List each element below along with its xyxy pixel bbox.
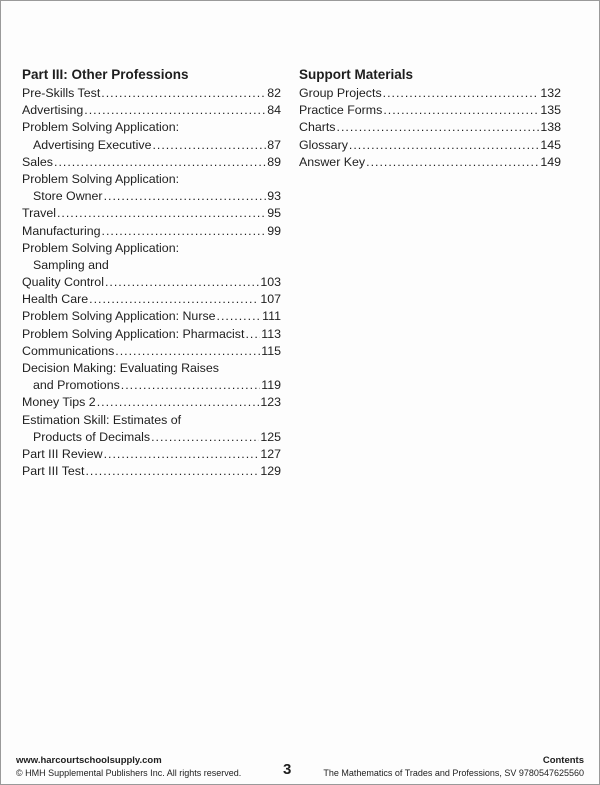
dot-leader	[245, 326, 260, 343]
dot-leader	[85, 463, 259, 480]
dot-leader	[57, 205, 266, 222]
toc-entry-title: and Promotions	[33, 378, 120, 393]
toc-entry	[22, 240, 281, 292]
toc-page-number: 113	[261, 326, 281, 341]
toc-column-support-materials	[299, 65, 561, 171]
toc-entry-line	[22, 429, 281, 446]
toc-page-number: 89	[267, 154, 281, 169]
toc-entry-line	[22, 274, 281, 291]
dot-leader	[97, 394, 260, 411]
toc-entry-title: Advertising	[22, 103, 84, 118]
toc-entry-line	[22, 463, 281, 480]
toc-entry	[299, 137, 561, 154]
toc-page-number: 107	[260, 292, 281, 307]
toc-entry-title: Glossary	[299, 137, 348, 152]
toc-entry-line	[22, 85, 281, 102]
dot-leader	[104, 188, 267, 205]
toc-entry	[22, 205, 281, 222]
toc-list	[22, 85, 281, 480]
toc-entry-line	[299, 102, 561, 119]
toc-entry-line	[22, 223, 281, 240]
toc-page-number: 123	[260, 395, 281, 410]
toc-entry-title: Pre-Skills Test	[22, 86, 101, 100]
toc-entry-title: Money Tips 2	[22, 395, 96, 410]
toc-entry	[22, 171, 281, 205]
toc-entry-line	[22, 377, 281, 394]
dot-leader	[383, 85, 540, 102]
toc-entry	[22, 291, 281, 308]
toc-entry-line	[22, 291, 281, 308]
toc-entry	[22, 102, 281, 119]
dot-leader	[84, 102, 266, 119]
toc-entry-line	[22, 171, 281, 188]
toc-page-number: 129	[260, 464, 281, 479]
toc-entry-title: Practice Forms	[299, 103, 383, 118]
dot-leader	[151, 429, 259, 446]
toc-entry	[22, 412, 281, 446]
dot-leader	[152, 137, 266, 154]
footer-book-title: The Mathematics of Trades and Professions, SV 9780547625560	[323, 768, 584, 778]
toc-entry-title: Communications	[22, 343, 115, 358]
toc-entry-line	[22, 119, 281, 136]
dot-leader	[366, 154, 539, 171]
toc-entry	[22, 394, 281, 411]
footer-url: www.harcourtschoolsupply.com	[16, 755, 162, 766]
toc-entry-line	[22, 137, 281, 154]
toc-entry-line	[22, 412, 281, 429]
toc-entry-title: Part III Review	[22, 446, 103, 461]
toc-entry-title: Manufacturing	[22, 223, 101, 238]
toc-entry-title: Sales	[22, 154, 53, 169]
dot-leader	[89, 291, 259, 308]
page-number: 3	[283, 761, 292, 778]
dot-leader	[337, 119, 540, 136]
toc-page-number: 95	[267, 206, 281, 221]
toc-entry-title: Estimation Skill: Estimates of	[22, 412, 182, 427]
toc-page-number: 138	[540, 120, 561, 135]
toc-entry-line	[22, 343, 281, 360]
toc-entry	[22, 308, 281, 325]
toc-entry-line	[22, 240, 281, 257]
toc-entry-title: Travel	[22, 206, 56, 221]
toc-entry	[22, 343, 281, 360]
dot-leader	[217, 308, 262, 325]
toc-entry-title: Quality Control	[22, 275, 104, 290]
toc-entry	[22, 154, 281, 171]
toc-list	[299, 85, 561, 171]
toc-entry-line	[22, 360, 281, 377]
toc-page-number: 87	[267, 137, 281, 152]
toc-page-number: 115	[261, 343, 281, 358]
footer-section-title: Contents	[542, 755, 584, 766]
toc-page-number: 93	[267, 189, 281, 204]
footer-copyright: © HMH Supplemental Publishers Inc. All rights reserved.	[16, 768, 242, 778]
toc-entry-title: Health Care	[22, 292, 89, 307]
dot-leader	[349, 137, 539, 154]
toc-entry-title: Store Owner	[33, 189, 103, 204]
toc-entry-line	[22, 257, 281, 274]
toc-page-number: 84	[267, 103, 281, 118]
toc-entry-title: Group Projects	[299, 86, 382, 100]
toc-entry-line	[22, 205, 281, 222]
toc-entry-line	[22, 326, 281, 343]
dot-leader	[54, 154, 266, 171]
toc-entry-title: Problem Solving Application:	[22, 171, 180, 186]
dot-leader	[104, 446, 260, 463]
toc-entry-title: Charts	[299, 120, 336, 135]
toc-entry	[299, 85, 561, 102]
toc-entry-title: Problem Solving Application: Nurse	[22, 309, 216, 324]
dot-leader	[115, 343, 260, 360]
toc-entry	[299, 119, 561, 136]
toc-entry-title: Answer Key	[299, 154, 366, 169]
toc-entry-line	[22, 394, 281, 411]
dot-leader	[383, 102, 539, 119]
toc-page-number: 145	[540, 137, 561, 152]
toc-entry-line	[299, 154, 561, 171]
dot-leader	[101, 85, 266, 102]
toc-entry	[22, 223, 281, 240]
toc-entry-title: Products of Decimals	[33, 429, 151, 444]
toc-entry-title: Problem Solving Application: Pharmacist	[22, 326, 245, 341]
toc-entry-line	[299, 119, 561, 136]
toc-entry	[22, 360, 281, 394]
toc-entry-title: Problem Solving Application:	[22, 120, 180, 135]
dot-leader	[121, 377, 260, 394]
toc-entry	[22, 85, 281, 102]
dot-leader	[102, 223, 267, 240]
toc-page-number: 119	[261, 378, 281, 393]
toc-entry-title: Sampling and	[33, 257, 109, 272]
section-heading: Support Materials	[299, 67, 414, 82]
toc-entry-line	[299, 85, 561, 102]
toc-entry-line	[299, 137, 561, 154]
toc-entry-title: Part III Test	[22, 464, 85, 479]
toc-column-part-three	[22, 65, 281, 480]
toc-page-number: 103	[260, 275, 281, 290]
toc-page-number: 149	[540, 154, 561, 169]
toc-entry-line	[22, 308, 281, 325]
toc-entry	[299, 102, 561, 119]
toc-page-number: 132	[540, 86, 561, 100]
toc-entry-line	[22, 154, 281, 171]
toc-entry-title: Advertising Executive	[33, 137, 152, 152]
toc-page-number: 135	[540, 103, 561, 118]
toc-page-number: 111	[262, 309, 281, 324]
toc-page-number: 125	[260, 429, 281, 444]
toc-page-number: 82	[267, 86, 281, 100]
toc-entry-title: Decision Making: Evaluating Raises	[22, 361, 219, 375]
toc-entry-line	[22, 188, 281, 205]
toc-page-number: 99	[267, 223, 281, 238]
toc-entry	[22, 326, 281, 343]
section-heading: Part III: Other Professions	[22, 67, 189, 82]
toc-entry-line	[22, 102, 281, 119]
toc-entry	[22, 446, 281, 463]
dot-leader	[105, 274, 259, 291]
toc-entry-line	[22, 446, 281, 463]
toc-page-number: 127	[260, 446, 281, 461]
toc-entry	[22, 119, 281, 153]
toc-entry-title: Problem Solving Application:	[22, 240, 180, 255]
toc-entry	[22, 463, 281, 480]
toc-entry	[299, 154, 561, 171]
